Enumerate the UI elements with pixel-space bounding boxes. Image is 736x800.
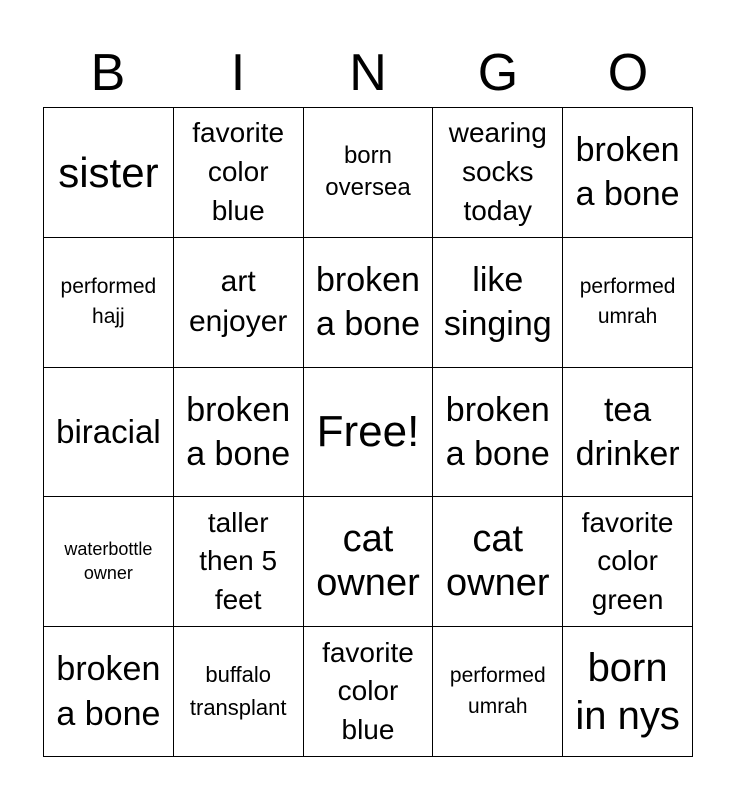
cell-text: broken a bone: [56, 650, 161, 733]
cell-text: broken a bone: [186, 390, 291, 473]
cell-text: favorite color green: [581, 506, 674, 616]
header-letter-g: G: [477, 44, 519, 102]
cell-text: performed umrah: [579, 274, 676, 329]
bingo-cell[interactable]: [563, 497, 693, 627]
cell-text: born oversea: [325, 142, 411, 202]
cell-text: favorite color blue: [322, 636, 414, 745]
header-letter-b: B: [90, 44, 126, 102]
free-space-label: Free!: [316, 406, 420, 456]
bingo-cell[interactable]: [304, 238, 434, 368]
free-space[interactable]: [304, 368, 434, 498]
bingo-cell[interactable]: [44, 497, 174, 627]
bingo-cell[interactable]: [174, 497, 304, 627]
cell-text: broken a bone: [445, 390, 550, 473]
bingo-cell[interactable]: [44, 238, 174, 368]
bingo-cell[interactable]: [44, 627, 174, 757]
bingo-cell[interactable]: [304, 497, 434, 627]
bingo-cell[interactable]: [174, 238, 304, 368]
bingo-cell[interactable]: [433, 368, 563, 498]
cell-text: art enjoyer: [188, 264, 288, 339]
bingo-cell[interactable]: [44, 108, 174, 238]
cell-text: like singing: [443, 261, 552, 344]
header-letter-i: I: [230, 44, 246, 102]
cell-text: biracial: [56, 412, 161, 450]
cell-text: broken a bone: [575, 131, 680, 214]
bingo-cell[interactable]: [433, 627, 563, 757]
cell-text: waterbottle owner: [64, 539, 153, 583]
bingo-cell[interactable]: [304, 108, 434, 238]
bingo-cell[interactable]: [563, 108, 693, 238]
cell-text: wearing socks today: [448, 117, 547, 226]
bingo-cell[interactable]: [174, 108, 304, 238]
cell-text: born in nys: [575, 645, 680, 738]
bingo-cell[interactable]: [44, 368, 174, 498]
cell-text: sister: [58, 148, 159, 196]
cell-text: tea drinker: [575, 390, 680, 473]
bingo-cell[interactable]: [433, 497, 563, 627]
bingo-cell[interactable]: [563, 368, 693, 498]
bingo-cell[interactable]: [433, 238, 563, 368]
bingo-card: [43, 107, 693, 757]
cell-text: cat owner: [316, 518, 420, 604]
cell-text: taller then 5 feet: [199, 506, 278, 616]
header-letter-o: O: [607, 44, 649, 102]
bingo-cell[interactable]: [563, 238, 693, 368]
cell-text: buffalo transplant: [189, 662, 287, 720]
bingo-cell[interactable]: [174, 627, 304, 757]
cell-text: favorite color blue: [192, 117, 285, 226]
bingo-header: [43, 40, 693, 106]
bingo-cell[interactable]: [563, 627, 693, 757]
cell-text: cat owner: [446, 518, 550, 604]
cell-text: performed hajj: [60, 274, 157, 329]
cell-text: broken a bone: [315, 261, 420, 344]
bingo-cell[interactable]: [304, 627, 434, 757]
header-letter-n: N: [349, 44, 387, 102]
cell-text: performed umrah: [449, 663, 546, 718]
bingo-cell[interactable]: [174, 368, 304, 498]
bingo-cell[interactable]: [433, 108, 563, 238]
